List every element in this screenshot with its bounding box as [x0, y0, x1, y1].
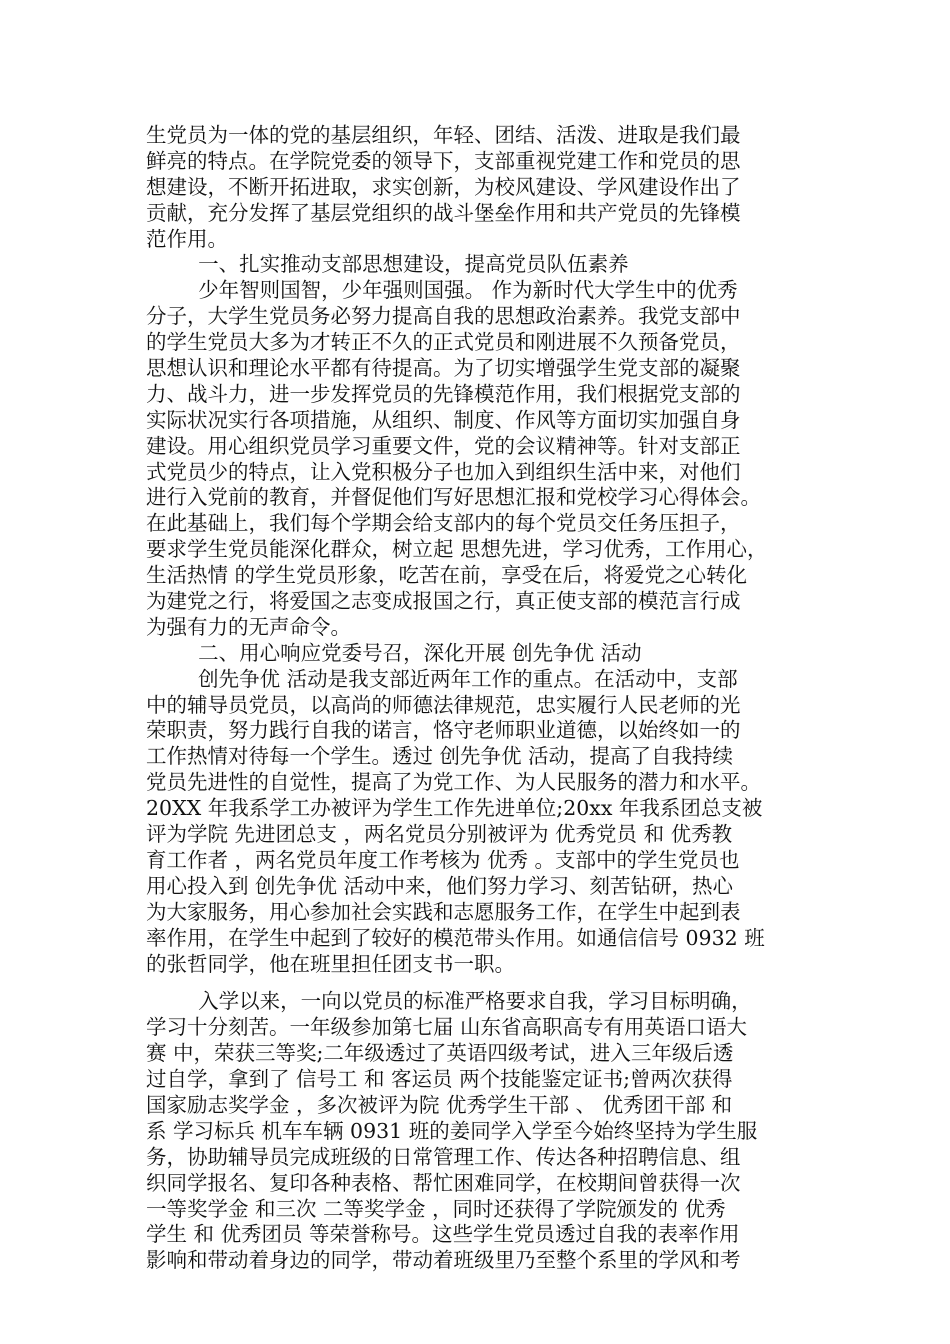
text-line: 荣职责，努力践行自我的诺言，恪守老师职业道德，以始终如一的 — [146, 718, 741, 743]
text-line: 的学生党员大多为才转正不久的正式党员和刚进展不久预备党员， — [146, 330, 741, 355]
text-line: 党员先进性的自觉性，提高了为党工作、为人民服务的潜力和水平。 — [146, 770, 761, 795]
text-line: 工作热情对待每一个学生。透过 创先争优 活动，提高了自我持续 — [146, 744, 734, 769]
text-line: 鲜亮的特点。在学院党委的领导下，支部重视党建工作和党员的思 — [146, 148, 741, 173]
text-line: 入学以来，一向以党员的标准严格要求自我，学习目标明确， — [146, 989, 752, 1014]
text-line: 生党员为一体的党的基层组织，年轻、团结、活泼、进取是我们最 — [146, 123, 741, 147]
text-line: 赛 中，荣获三等奖;二年级透过了英语四级考试，进入三年级后透 — [146, 1041, 734, 1066]
text-line: 影响和带动着身边的同学，带动着班级里乃至整个系里的学风和考 — [146, 1248, 741, 1273]
text-line: 建设。用心组织党员学习重要文件，党的会议精神等。针对支部正 — [146, 433, 741, 458]
paragraph-gap — [146, 977, 816, 989]
text-line: 生活热情 的学生党员形象，吃苦在前，享受在后，将爱党之心转化 — [146, 563, 748, 588]
text-line: 范作用。 — [146, 226, 228, 251]
text-line: 学习十分刻苦。一年级参加第七届 山东省高职高专有用英语口语大 — [146, 1015, 748, 1040]
text-line: 想建设，不断开拓进取，求实创新，为校风建设、学风建设作出了 — [146, 174, 741, 199]
text-line: 育工作者 ，两名党员年度工作考核为 优秀 。支部中的学生党员也 — [146, 847, 740, 872]
text-line: 一等奖学金 和三次 二等奖学金 ，同时还获得了学院颁发的 优秀 — [146, 1196, 726, 1221]
text-line: 过自学，拿到了 信号工 和 客运员 两个技能鉴定证书;曾两次获得 — [146, 1067, 733, 1092]
text-line: 创先争优 活动是我支部近两年工作的重点。在活动中，支部 — [146, 666, 738, 691]
text-line: 为强有力的无声命令。 — [146, 614, 351, 639]
text-line: 贡献，充分发挥了基层党组织的战斗堡垒作用和共产党员的先锋模 — [146, 200, 741, 225]
text-line: 在此基础上，我们每个学期会给支部内的每个党员交任务压担子， — [146, 511, 741, 536]
text-line: 的张哲同学，他在班里担任团支书一职。 — [146, 951, 515, 976]
text-line: 为大家服务，用心参加社会实践和志愿服务工作，在学生中起到表 — [146, 899, 741, 924]
text-line: 评为学院 先进团总支 ，两名党员分别被评为 优秀党员 和 优秀教 — [146, 822, 733, 847]
text-line: 20XX 年我系学工办被评为学生工作先进单位;20xx 年我系团总支被 — [146, 796, 763, 821]
text-line — [146, 1274, 816, 1300]
text-line: 为建党之行，将爱国之志变成报国之行，真正使支部的模范言行成 — [146, 589, 741, 614]
text-line: 分子，大学生党员务必努力提高自我的思想政治素养。我党支部中 — [146, 304, 741, 329]
section-heading-1: 一、扎实推动支部思想建设，提高党员队伍素养 — [146, 252, 629, 277]
text-line: 织同学报名、复印各种表格、帮忙困难同学，在校期间曾获得一次 — [146, 1170, 741, 1195]
text-line: 实际状况实行各项措施，从组织、制度、作风等方面切实加强自身 — [146, 407, 741, 432]
section-heading-2: 二、用心响应党委号召，深化开展 创先争优 活动 — [146, 640, 642, 665]
text-line: 系 学习标兵 机车车辆 0931 班的姜同学入学至今始终坚持为学生服 — [146, 1118, 758, 1143]
text-line: 中的辅导员党员，以高尚的师德法律规范，忠实履行人民老师的光 — [146, 692, 741, 717]
text-line: 思想认识和理论水平都有待提高。为了切实增强学生党支部的凝聚 — [146, 356, 741, 381]
text-line: 要求学生党员能深化群众，树立起 思想先进，学习优秀，工作用心， — [146, 537, 768, 562]
text-line: 国家励志奖学金 ，多次被评为院 优秀学生干部 、 优秀团干部 和 — [146, 1092, 733, 1117]
text-line: 少年智则国智，少年强则国强。 作为新时代大学生中的优秀 — [146, 278, 738, 303]
text-line: 力、战斗力，进一步发挥党员的先锋模范作用，我们根据党支部的 — [146, 381, 741, 406]
text-line: 务，协助辅导员完成班级的日常管理工作、传达各种招聘信息、组 — [146, 1144, 741, 1169]
text-line: 用心投入到 创先争优 活动中来，他们努力学习、刻苦钻研，热心 — [146, 873, 734, 898]
text-line: 进行入党前的教育，并督促他们写好思想汇报和党校学习心得体会。 — [146, 485, 761, 510]
text-line: 式党员少的特点，让入党积极分子也加入到组织生活中来，对他们 — [146, 459, 741, 484]
text-line: 学生 和 优秀团员 等荣誉称号。这些学生党员透过自我的表率作用 — [146, 1222, 740, 1247]
text-line: 率作用，在学生中起到了较好的模范带头作用。如通信信号 0932 班 — [146, 925, 765, 950]
document-body — [146, 123, 816, 1300]
